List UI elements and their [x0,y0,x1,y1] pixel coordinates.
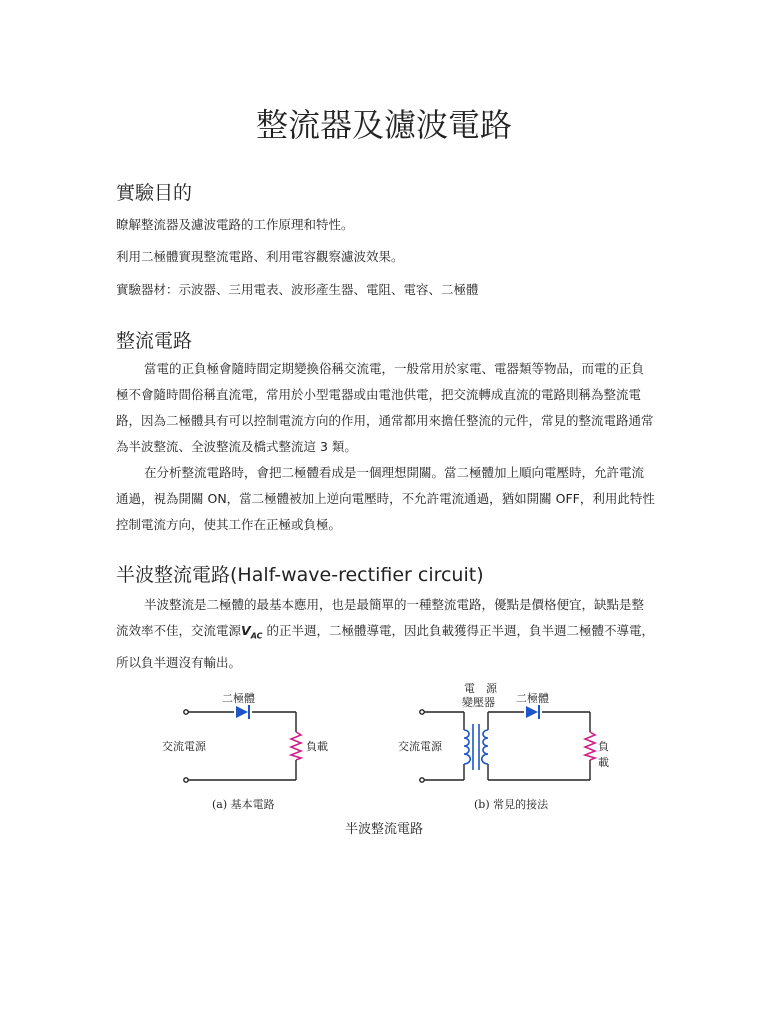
half-wave-paragraph [116,592,656,676]
label-load-b: 負載 [598,740,609,769]
terminal-a-bottom [184,778,188,782]
diode-b-icon [526,705,539,719]
transformer-icon [464,724,488,770]
half-wave-figure [150,678,610,838]
page-title: 整流器及濾波電路 [255,106,512,144]
resistor-b-icon [585,732,595,760]
resistor-a-icon [291,732,301,760]
label-transformer-1: 電 源 [464,682,497,695]
rectifier-paragraph-2: 在分析整流電路時，會把二極體看成是一個理想開關。當二極體加上順向電壓時，允許電流通過，視為開關 ON，當二極體被加上逆向電壓時，不允許電流通過，猶如開關 OFF，利用此特性控制電流方向，使其工作在正極或負極。 [116,465,655,532]
purpose-line-3: 實驗器材：示波器、三用電表、波形產生器、電阻、電容、二極體 [116,282,479,297]
rectifier-paragraph-1: 當電的正負極會隨時間定期變換俗稱交流電，一般常用於家電、電器類等物品，而電的正負極不會隨時間俗稱直流電，常用於小型電器或由電池供電，把交流轉成直流的電路則稱為整流電路，因為二極體具有可以控制電流方向的作用，通常都用來擔任整流的元件，常見的整流電路通常為半波整流、全波整流及橋式整流這 3 類。 [116,361,654,454]
half-wave-text-a: 半波整流是二極體的最基本應用，也是最簡單的一種整流電路，優點是價格便宜，缺點是整流效率不佳，交流電源 [116,597,645,638]
terminal-b-top [420,710,424,714]
terminal-b-bottom [420,778,424,782]
section-heading-rectifier: 整流電路 [116,330,193,352]
purpose-line-2: 利用二極體實現整流電路、利用電容觀察濾波效果。 [116,249,404,264]
section-heading-purpose: 實驗目的 [116,182,193,204]
figure-caption: 半波整流電路 [344,822,423,837]
caption-a: (a) 基本電路 [212,798,275,811]
label-load-a: 負載 [306,740,328,753]
label-transformer-2: 變壓器 [462,696,495,709]
caption-b: (b) 常見的接法 [474,798,549,811]
half-wave-text-b: 的正半週，二極體導電，因此負載獲得正半週，負半週二極體不導電，所以負半週沒有輸出。 [116,623,655,670]
diode-a-icon [236,705,249,719]
label-source-a: 交流電源 [162,740,206,753]
purpose-line-1: 瞭解整流器及濾波電路的工作原理和特性。 [116,217,354,232]
section-heading-half-wave: 半波整流電路(Half-wave-rectifier circuit) [116,564,484,586]
label-diode-b: 二極體 [516,692,549,705]
label-diode-a: 二極體 [222,692,255,705]
vac-symbol: $V_{AC}$ [241,623,263,641]
terminal-a-top [184,710,188,714]
label-source-b: 交流電源 [398,740,442,753]
